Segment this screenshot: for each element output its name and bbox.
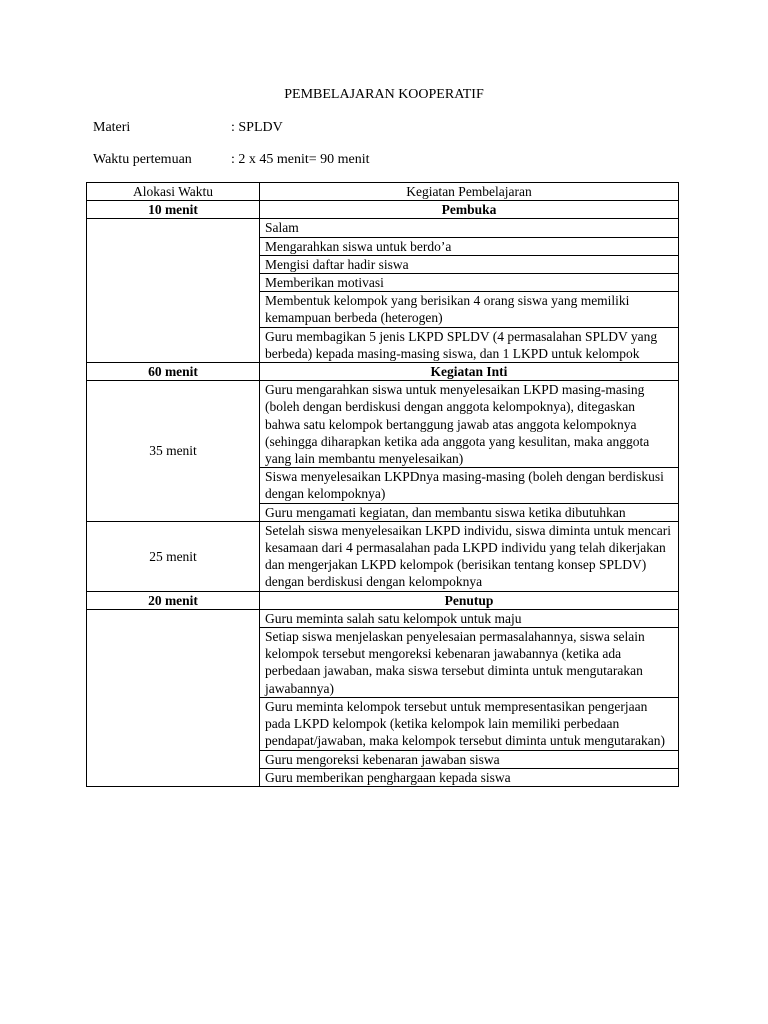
waktu-label: Waktu pertemuan [93,152,192,167]
activity-cell: Guru membagikan 5 jenis LKPD SPLDV (4 permasalahan SPLDV yang berbeda) kepada masing-masing siswa, dan 1 LKPD untuk kelompok [260,327,679,362]
table-header-row [87,183,679,201]
penutup-time-empty-cell [87,609,260,786]
activity-cell: Memberikan motivasi [260,274,679,292]
activity-cell: Setelah siswa menyelesaikan LKPD individu, siswa diminta untuk mencari kesamaan dari 4 permasalahan pada LKPD individu yang telah dikerjakan dan mengerjakan LKPD kelompok (berisikan tentang konsep SPLDV) dengan berdiskusi dengan kelompoknya [260,521,679,591]
waktu-value: : 2 x 45 menit= 90 menit [231,152,370,167]
activity-cell: Guru mengarahkan siswa untuk menyelesaikan LKPD masing-masing (boleh dengan berdiskusi dengan anggota kelompoknya), ditegaskan bahwa satu kelompok bertanggung jawab atas anggota kelompoknya (sehingga diharapkan ketika ada anggota yang kesulitan, maka anggota yang lain membantu menyelesaikan) [260,381,679,468]
meta-materi-row [93,119,283,136]
header-alokasi-waktu: Alokasi Waktu [87,183,260,201]
lesson-plan-table [86,182,679,787]
activity-cell: Mengisi daftar hadir siswa [260,255,679,273]
pembuka-time: 10 menit [87,201,260,219]
meta-waktu-row [93,151,370,168]
activity-cell: Guru meminta salah satu kelompok untuk maju [260,609,679,627]
activity-cell: Membentuk kelompok yang berisikan 4 orang siswa yang memiliki kemampuan berbeda (heterogen) [260,292,679,327]
activity-cell: Mengarahkan siswa untuk berdo’a [260,237,679,255]
activity-cell: Guru memberikan penghargaan kepada siswa [260,768,679,786]
inti-sub2-time: 25 menit [87,521,260,591]
activity-cell: Guru mengoreksi kebenaran jawaban siswa [260,750,679,768]
table-row [87,521,679,591]
materi-label: Materi [93,120,131,135]
activity-cell: Guru meminta kelompok tersebut untuk mempresentasikan pengerjaan pada LKPD kelompok (ketika kelompok lain memiliki perbedaan pendapat/jawaban, maka kelompok tersebut diminta untuk mengutarakan) [260,697,679,750]
table-row [87,381,679,468]
section-row-penutup [87,591,679,609]
penutup-heading: Penutup [260,591,679,609]
header-kegiatan-pembelajaran: Kegiatan Pembelajaran [260,183,679,201]
activity-cell: Siswa menyelesaikan LKPDnya masing-masing (boleh dengan berdiskusi dengan kelompoknya) [260,468,679,503]
inti-heading: Kegiatan Inti [260,363,679,381]
activity-cell: Setiap siswa menjelaskan penyelesaian permasalahannya, siswa selain kelompok tersebut mengoreksi kebenaran jawabannya (ketika ada perbedaan jawaban, maka siswa tersebut diminta untuk mengutarakan jawabannya) [260,628,679,698]
materi-value: : SPLDV [231,120,283,135]
page-title: PEMBELAJARAN KOOPERATIF [284,87,484,102]
table-row [87,219,679,237]
activity-cell: Salam [260,219,679,237]
inti-sub1-time: 35 menit [87,381,260,522]
inti-time: 60 menit [87,363,260,381]
section-row-pembuka [87,201,679,219]
penutup-time: 20 menit [87,591,260,609]
pembuka-time-empty-cell [87,219,260,363]
pembuka-heading: Pembuka [260,201,679,219]
table-row [87,609,679,627]
activity-cell: Guru mengamati kegiatan, dan membantu siswa ketika dibutuhkan [260,503,679,521]
section-row-inti [87,363,679,381]
